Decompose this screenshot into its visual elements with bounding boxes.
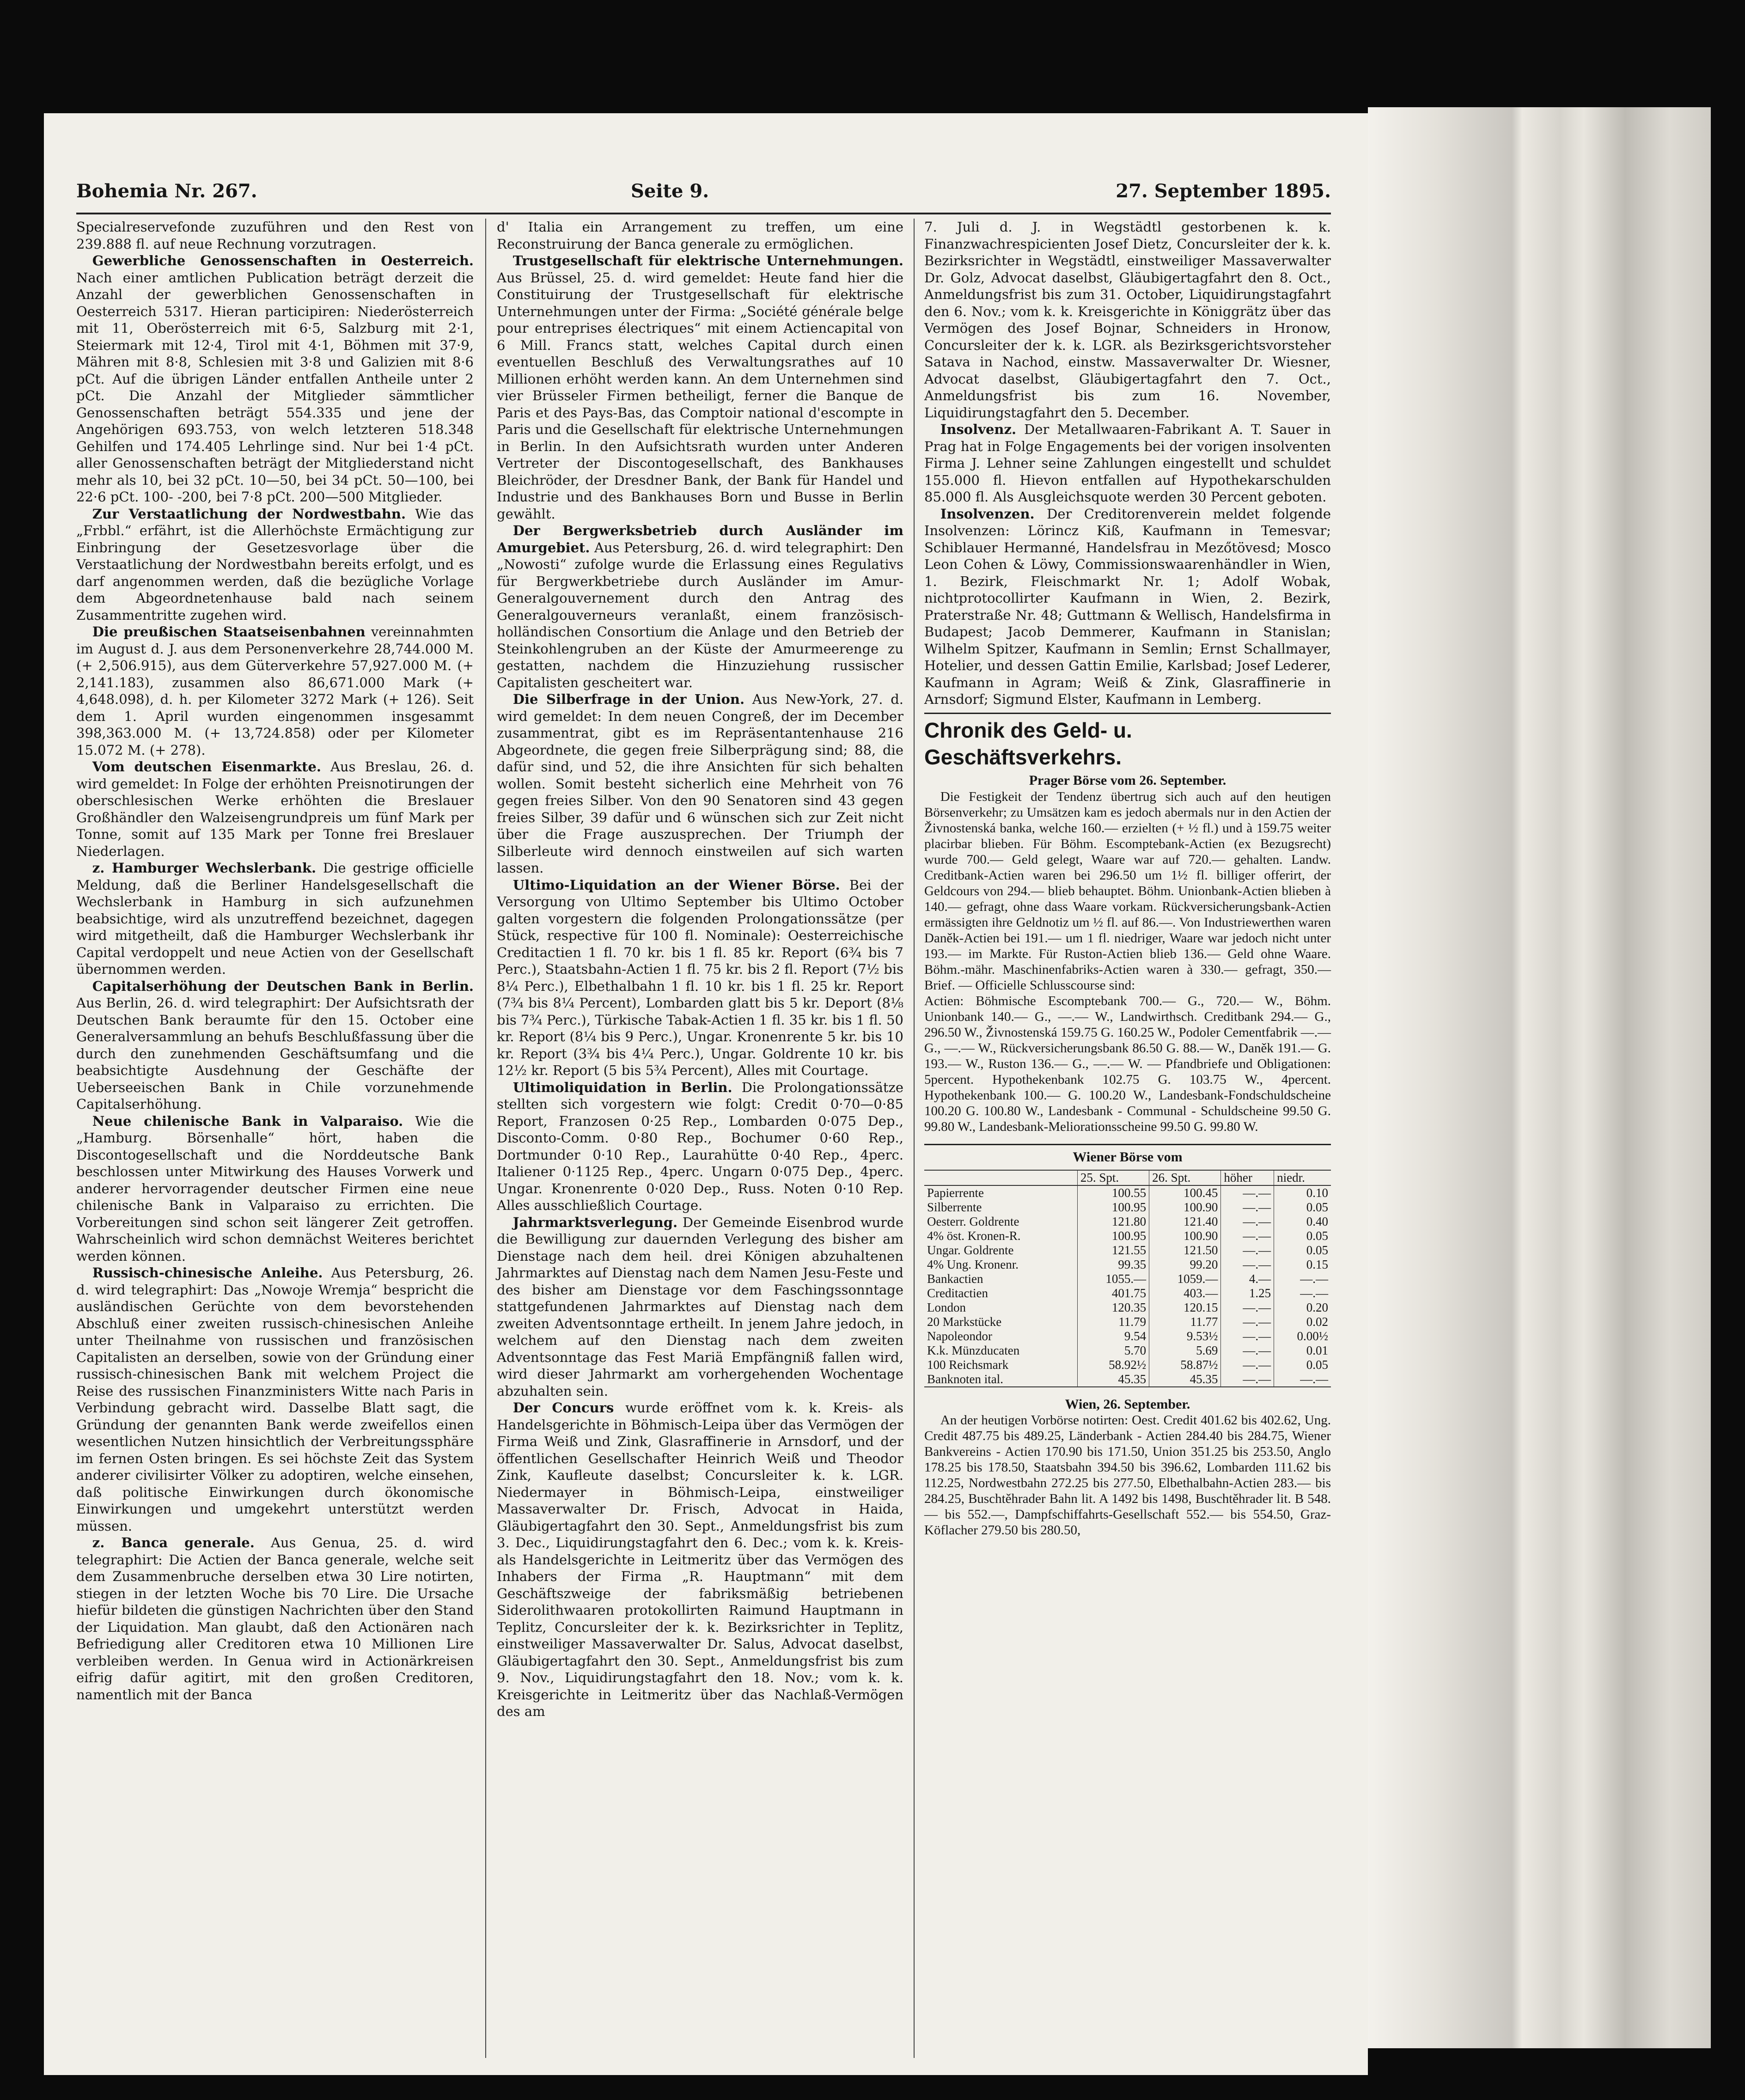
table-row xyxy=(924,1215,1331,1229)
chronik-title: Chronik des Geld- u. Geschäftsverkehrs. xyxy=(924,713,1331,770)
article-text: wurde eröffnet vom k. k. Kreis- als Handelsgerichte in Böhmisch-Leipa über das Vermögen der Firma Weiß und Zink, Glasraffinerie in Arnsdorf, und der öffentlichen Gesellschafter Heinrich Weiß und Theodor Zink, Kaufleute daselbst; Concursleiter k. k. LGR. Niedermayer in Böhmisch-Leipa, einstweiliger Massaverwalter Dr. Frisch, Advocat in Haida, Gläubigertagfahrt den 30. Sept., Anmeldungsfrist bis zum 3. Dec., Liquidirungstagfahrt den 6. Dec.; vom k. k. Kreis- als Handelsgerichte in Leitmeritz über das Vermögen des Inhabers der Firma „R. Hauptmann“ mit dem Geschäftszweige der fabriksmäßig betriebenen Siderolithwaaren protokollirten Raimund Hauptmann in Teplitz, Concursleiter der k. k. Bezirksrichter in Teplitz, einstweiliger Massaverwalter Dr. Salus, Advocat daselbst, Gläubigertagfahrt den 30. Sept., Anmeldungsfrist bis zum 9. Nov., Liquidirungstagfahrt den 18. Nov.; vom k. k. Kreisgerichte in Leitmeritz über das Nachlaß-Vermögen des am xyxy=(497,1400,904,1719)
table-cell: Napoleondor xyxy=(927,1329,992,1343)
book-page-edges xyxy=(1368,107,1711,2048)
table-cell: Creditactien xyxy=(927,1286,988,1300)
article-text: Aus New-York, 27. d. wird gemeldet: In dem neuen Congreß, der im December zusammentrat, gibt es im Repräsentantenhause 216 Abgeordnete, die gegen freie Silberprägung sind; 88, die dafür sind, und 52, die ihre Ansichten für sich behalten wollen. Somit besteht sicherlich eine Mehrheit von 76 gegen freies Silber. Von den 90 Senatoren sind 43 gegen freies Silber, 39 dafür und 6 wünschen sich zur Zeit nicht über die Frage auszusprechen. Der Triumph der Silberleute wird dennoch einstweilen auf sich warten lassen. xyxy=(497,691,904,876)
table-cell: —.— xyxy=(1274,1372,1331,1387)
table-cell: Papierrente xyxy=(927,1185,984,1200)
table-cell: 0.02 xyxy=(1274,1315,1331,1329)
table-row xyxy=(924,1300,1331,1315)
article-heading: Ultimoliquidation in Berlin. xyxy=(513,1079,732,1095)
column-3-articles xyxy=(924,219,1331,708)
article-heading: Die Silberfrage in der Union. xyxy=(513,691,745,707)
article xyxy=(924,421,1331,506)
article xyxy=(924,219,1331,421)
table-cell: 5.69 xyxy=(1149,1343,1221,1358)
article-heading: Zur Verstaatlichung der Nordwestbahn. xyxy=(92,506,406,522)
table-cell: 1.25 xyxy=(1221,1286,1274,1300)
article-heading: Russisch-chinesische Anleihe. xyxy=(92,1265,323,1281)
article-text: Wie die „Hamburg. Börsenhalle“ hört, haben die Discontogesellschaft und die Norddeutsche Bank beschlossen unter Mitwirkung des Hauses Vorwerk und anderer hervorragender deutscher Firmen eine neue chilenische Bank in Valparaiso zu errichten. Die Vorbereitungen sind schon seit längerer Zeit getroffen. Wahrscheinlich wird schon demnächst Weiteres berichtet werden können. xyxy=(76,1113,474,1264)
article xyxy=(497,252,903,522)
article xyxy=(497,1079,903,1214)
article-heading: Die preußischen Staatseisenbahnen xyxy=(92,624,366,640)
table-cell: —.— xyxy=(1221,1358,1274,1372)
article xyxy=(497,1214,903,1400)
table-cell: —.— xyxy=(1221,1343,1274,1358)
masthead: Bohemia Nr. 267. xyxy=(76,180,257,202)
article xyxy=(497,219,903,252)
table-cell: —.— xyxy=(1221,1300,1274,1315)
article xyxy=(497,1399,903,1720)
table-cell: 0.00½ xyxy=(1274,1329,1331,1343)
article xyxy=(76,219,474,252)
table-cell: 0.15 xyxy=(1274,1258,1331,1272)
table-cell: Banknoten ital. xyxy=(924,1372,1077,1387)
article xyxy=(497,877,903,1079)
table-row xyxy=(924,1358,1331,1372)
column-1 xyxy=(76,219,474,2067)
table-cell: 99.20 xyxy=(1149,1258,1221,1272)
wiener-boerse-table xyxy=(924,1170,1331,1387)
table-cell: —.— xyxy=(1221,1215,1274,1229)
table-cell: 100 Reichsmark xyxy=(927,1357,1009,1372)
issue-date: 27. September 1895. xyxy=(1116,180,1331,202)
article-text: vereinnahmten im August d. J. aus dem Personenverkehre 28,744.000 M. (+ 2,506.915), aus dem Güterverkehre 57,927.000 M. (+ 2,141.183), zusammen also 86,671.000 Mark (+ 4,648.098), d. h. per Kilometer 3272 Mark (+ 126). Seit dem 1. April wurden eingenommen insgesammt 398,363.000 M. (+ 13,724.858) oder per Kilometer 15.072 M. (+ 278). xyxy=(76,624,474,758)
table-cell: 5.70 xyxy=(1077,1343,1149,1358)
table-cell: Ungar. Goldrente xyxy=(927,1243,1014,1257)
table-cell: 45.35 xyxy=(1149,1372,1221,1387)
article xyxy=(76,860,474,978)
table-cell: Silberrente xyxy=(927,1200,982,1214)
article-heading: Trustgesellschaft für elektrische Unternehmungen. xyxy=(513,253,903,269)
article xyxy=(76,623,474,758)
article-text: Der Metallwaaren-Fabrikant A. T. Sauer in Prag hat in Folge Engagements bei der vorigen insolventen Firma J. Lehner seine Zahlungen eingestellt und schuldet 155.000 fl. Hievon entfallen auf Hypothekarschulden 85.000 fl. Als Ausgleichsquote werden 30 Percent geboten. xyxy=(924,421,1331,505)
article-heading: Ultimo-Liquidation an der Wiener Börse. xyxy=(513,877,840,893)
article-heading: Capitalserhöhung der Deutschen Bank in Berlin. xyxy=(92,978,474,994)
article-text: Aus Berlin, 26. d. wird telegraphirt: Der Aufsichtsrath der Deutschen Bank beraumte für den 15. October eine Generalversammlung an behufs Beschlußfassung über die durch den zunehmenden Geschäftsumfang und die beabsichtigte Ausdehnung der Geschäfte der Ueberseeischen Bank in Chile vorzunehmende Capitalserhöhung. xyxy=(76,995,474,1112)
table-cell: —.— xyxy=(1221,1243,1274,1258)
article xyxy=(76,978,474,1113)
article-text: Wie das „Frbbl.“ erfährt, ist die Allerhöchste Ermächtigung zur Einbringung der Gesetzesvorlage über die Verstaatlichung der Nordwestbahn bereits erfolgt, und es darf angenommen werden, daß die bezügliche Vorlage dem Abgeordnetenhause bald nach seinem Zusammentritte zugehen wird. xyxy=(76,506,474,623)
table-cell: 121.55 xyxy=(1077,1243,1149,1258)
article-heading: z. Banca generale. xyxy=(92,1535,255,1551)
column-3 xyxy=(924,219,1331,2067)
table-row xyxy=(924,1372,1331,1387)
table-cell: Oesterr. Goldrente xyxy=(927,1214,1019,1228)
article-text: Der Creditorenverein meldet folgende Insolvenzen: Lörincz Kiß, Kaufmann in Temesvar; Schiblauer Hermanné, Handelsfrau in Mezőtövesd; Mosco Leon Cohen & Löwy, Commissionswaarenhändler in Wien, 1. Bezirk, Fleischmarkt Nr. 1; Adolf Wobak, nichtprotocollirter Kaufmann in Wien, 2. Bezirk, Praterstraße Nr. 48; Guttmann & Wellisch, Handelsfirma in Budapest; Jacob Demmerer, Kaufmann in Stanislan; Wilhelm Spitzer, Kaufmann in Semlin; Ernst Schallmayer, Hotelier, und dessen Gattin Emilie, Karlsbad; Josef Lederer, Kaufmann in Agram; Weiß & Zink, Glasraffinerie in Arnsdorf; Sigmund Elster, Kaufmann in Lemberg. xyxy=(924,506,1331,707)
table-row xyxy=(924,1229,1331,1243)
article xyxy=(76,1534,474,1703)
table-cell: —.— xyxy=(1221,1372,1274,1387)
table-cell: 403.— xyxy=(1149,1286,1221,1300)
table-header: 25. Spt. xyxy=(1077,1170,1149,1185)
table-header xyxy=(924,1170,1077,1185)
article-text: Nach einer amtlichen Publication beträgt derzeit die Anzahl der gewerblichen Genossenschaften in Oesterreich 5317. Hieran participiren: Niederösterreich mit 11, Oberösterreich mit 6·5, Salzburg mit 2·1, Steiermark mit 12·4, Tirol mit 4·1, Böhmen mit 37·9, Mähren mit 8·8, Schlesien mit 3·8 und Galizien mit 8·6 pCt. Auf die übrigen Länder entfallen Antheile unter 2 pCt. Die Anzahl der Mitglieder sämmtlicher Genossenschaften beträgt 554.335 und jene der Angehörigen 693.753, von welch letzteren 518.348 Gehilfen und 174.405 Lehrlinge sind. Nur bei 1·4 pCt. aller Genossenschaften beträgt der Mitgliederstand nicht mehr als 10, bei 32 pCt. 10—50, bei 34 pCt. 50—100, bei 22·6 pCt. 100- -200, bei 7·8 pCt. 200—500 Mitglieder. xyxy=(76,269,474,505)
table-cell: 120.35 xyxy=(1077,1300,1149,1315)
table-cell: 4.— xyxy=(1221,1272,1274,1286)
table-cell: —.— xyxy=(1221,1315,1274,1329)
header-rule xyxy=(76,213,1331,214)
wiener-boerse-title: Wiener Börse vom xyxy=(924,1144,1331,1166)
article-heading: Neue chilenische Bank in Valparaiso. xyxy=(92,1113,403,1129)
table-cell: 0.05 xyxy=(1274,1358,1331,1372)
article-text: 7. Juli d. J. in Wegstädtl gestorbenen k. k. Finanzwachrespicienten Josef Dietz, Concursleiter der k. k. Bezirksrichter in Wegstädtl, einstweiliger Massaverwalter Dr. Golz, Advocat daselbst, Gläubigertagfahrt den 8. Oct., Anmeldungsfrist bis zum 31. October, Liquidirungstagfahrt den 6. Nov.; vom k. k. Kreisgerichte in Königgrätz über das Vermögen des Josef Bojnar, Schneiders in Hronow, Concursleiter der k. k. LGR. als Bezirksgerichtsvorsteher Satava in Nachod, einstw. Massaverwalter Dr. Wiesner, Advocat daselbst, Gläubigertagfahrt den 7. Oct., Anmeldungsfrist bis zum 16. November, Liquidirungstagfahrt den 5. December. xyxy=(924,219,1331,421)
wien-report xyxy=(924,1397,1331,1538)
table-cell: 99.35 xyxy=(1077,1258,1149,1272)
column-2 xyxy=(497,219,903,2067)
table-row xyxy=(924,1258,1331,1272)
article-text: d' Italia ein Arrangement zu treffen, um eine Reconstruirung der Banca generale zu ermöglichen. xyxy=(497,219,903,252)
table-cell: 100.90 xyxy=(1149,1229,1221,1243)
table-cell: 0.05 xyxy=(1274,1200,1331,1215)
table-cell: 4% Ung. Kronenr. xyxy=(927,1257,1019,1271)
table-cell: 4% öst. Kronen-R. xyxy=(927,1228,1021,1243)
article-text: Aus Breslau, 26. d. wird gemeldet: In Folge der erhöhten Preisnotirungen der oberschlesischen Werke erhöhten die Breslauer Großhändler den Walzeisengrundpreis um fünf Mark per Tonne, somit auf 135 Mark per Tonne frei Breslauer Niederlagen. xyxy=(76,759,474,859)
article-text: Aus Brüssel, 25. d. wird gemeldet: Heute fand hier die Constituirung der Trustgesellschaft für elektrische Unternehmungen unter der Firma: „Société générale belge pour entreprises électriques“ mit einem Actiencapital von 6 Mill. Francs statt, welches Capital durch einen eventuellen Beschluß des Verwaltungsrathes auf 10 Millionen erhöht werden kann. An dem Unternehmen sind vier Brüsseler Firmen betheiligt, ferner die Banque de Paris et des Pays-Bas, das Comptoir national d'escompte in Paris und die Gesellschaft für elektrische Unternehmungen in Berlin. In den Aufsichtsrath wurden unter Anderen Vertreter der Discontogesellschaft, des Bankhauses Bleichröder, der Dresdner Bank, der Bank für Handel und Industrie und des Bankhauses Born und Busse in Berlin gewählt. xyxy=(497,269,903,522)
wien-heading: Wien, 26. September. xyxy=(1065,1396,1190,1412)
article xyxy=(924,506,1331,708)
table-cell: 100.95 xyxy=(1077,1229,1149,1243)
article xyxy=(497,691,903,877)
table-row xyxy=(924,1185,1331,1200)
table-cell: London xyxy=(927,1300,966,1314)
table-cell: 0.01 xyxy=(1274,1343,1331,1358)
article-heading: Insolvenzen. xyxy=(940,506,1035,522)
table-cell: 121.40 xyxy=(1149,1215,1221,1229)
table-cell: 100.90 xyxy=(1149,1200,1221,1215)
table-cell: 11.79 xyxy=(1077,1315,1149,1329)
prager-boerse-heading: Prager Börse vom 26. September. xyxy=(1029,772,1226,788)
article-text: Aus Genua, 25. d. wird telegraphirt: Die Actien der Banca generale, welche seit dem Zusammenbruche derselben etwa 30 Lire notirten, stiegen in der letzten Woche bis 70 Lire. Die Ursache hiefür bildeten die günstigen Nachrichten über den Stand der Liquidation. Man glaubt, daß den Actionären nach Befriedigung aller Creditoren etwa 10 Millionen Lire verbleiben werden. In Genua wird in Actionärkreisen eifrig dafür agitirt, mit den großen Creditoren, namentlich mit der Banca xyxy=(76,1535,474,1703)
article xyxy=(76,506,474,624)
article-heading: Jahrmarktsverlegung. xyxy=(513,1214,678,1230)
article-text: Specialreservefonde zuzuführen und den Rest von 239.888 fl. auf neue Rechnung vorzutragen. xyxy=(76,219,474,252)
article-heading: Vom deutschen Eisenmarkte. xyxy=(92,759,321,775)
table-cell: 1059.— xyxy=(1149,1272,1221,1286)
table-cell: 121.80 xyxy=(1077,1215,1149,1229)
table-row xyxy=(924,1272,1331,1286)
article xyxy=(76,1264,474,1534)
table-header: niedr. xyxy=(1274,1170,1331,1185)
article xyxy=(76,1113,474,1265)
table-header: 26. Spt. xyxy=(1149,1170,1221,1185)
page-header xyxy=(76,180,1331,208)
article-heading: z. Hamburger Wechslerbank. xyxy=(92,860,317,876)
table-cell: 0.05 xyxy=(1274,1229,1331,1243)
wien-text: An der heutigen Vorbörse notirten: Oest. Credit 401.62 bis 402.62, Ung. Credit 487.75 bis 489.25, Länderbank - Actien 284.40 bis 284.75, Wiener Bankvereins - Actien 170.90 bis 171.50, Union 351.25 bis 253.50, Anglo 178.25 bis 178.50, Staatsbahn 394.50 bis 396.62, Lombarden 111.62 bis 112.25, Nordwestbahn 272.25 bis 277.50, Elbethalbahn-Actien 283.— bis 284.25, Buschtěhrader Bahn lit. A 1492 bis 1498, Buschtěhrader lit. B 548.— bis 552.—, Dampfschiffahrts-Gesellschaft 552.— bis 554.50, Graz-Köflacher 279.50 bis 280.50, xyxy=(924,1412,1331,1538)
table-row xyxy=(924,1243,1331,1258)
table-cell: —.— xyxy=(1221,1229,1274,1243)
article-heading: Insolvenz. xyxy=(940,421,1017,437)
table-cell: 401.75 xyxy=(1077,1286,1149,1300)
table-header: höher xyxy=(1221,1170,1274,1185)
table-cell: 0.10 xyxy=(1274,1185,1331,1200)
table-cell: 45.35 xyxy=(1077,1372,1149,1387)
article-text: Aus Petersburg, 26. d. wird telegraphirt: Den „Nowosti“ zufolge wurde die Erlassung eines Regulativs für Bergwerkbetriebe durch Ausländer im Amur-Generalgouvernement durch den Antrag des Generalgouverneurs veranlaßt, einem französisch-holländischen Consortium die Anlage und den Betrieb der Steinkohlengruben an der Küste der Amurmeerenge zu gestatten, nachdem die Hinzuziehung russischer Capitalisten gescheitert war. xyxy=(497,539,904,690)
table-cell: —.— xyxy=(1221,1258,1274,1272)
table-cell: 0.40 xyxy=(1274,1215,1331,1229)
table-cell: 58.87½ xyxy=(1149,1358,1221,1372)
table-cell: 1055.— xyxy=(1077,1272,1149,1286)
column-divider xyxy=(485,219,486,2058)
table-cell: 58.92½ xyxy=(1077,1358,1149,1372)
table-cell: —.— xyxy=(1274,1286,1331,1300)
newspaper-page xyxy=(44,113,1368,2075)
table-cell: 20 Markstücke xyxy=(927,1314,1002,1329)
table-cell: —.— xyxy=(1274,1272,1331,1286)
table-cell: —.— xyxy=(1221,1185,1274,1200)
table-cell: 120.15 xyxy=(1149,1300,1221,1315)
table-cell: —.— xyxy=(1221,1200,1274,1215)
table-row xyxy=(924,1200,1331,1215)
prager-boerse-quotes: Actien: Böhmische Escomptebank 700.— G., 720.— W., Böhm. Unionbank 140.— G., —.— W., Landwirthsch. Creditbank 294.— G., 296.50 W., Živnostenská 159.75 G. 160.25 W., Podoler Cementfabrik —.— G., —.— W., Rückversicherungsbank 86.50 G. 88.— W., Daněk 191.— G. 193.— W., Ruston 136.— G., —.— W. — Pfandbriefe und Obligationen: 5percent. Hypothekenbank 102.75 G. 103.75 W., 4percent. Hypothekenbank 100.— G. 100.20 W., Landesbank-Fondschuldscheine 100.20 G. 100.80 W., Landesbank - Communal - Schuldscheine 99.50 G. 99.80 W., Landesbank-Meliorationsscheine 99.50 G. 99.80 W. xyxy=(924,994,1331,1134)
table-cell: Bankactien xyxy=(927,1271,983,1286)
table-cell: 0.20 xyxy=(1274,1300,1331,1315)
table-cell: 0.05 xyxy=(1274,1243,1331,1258)
article-text: Bei der Versorgung von Ultimo September bis Ultimo October galten vorgestern die folgenden Prolongationssätze (per Stück, respective für 100 fl. Nominale): Oesterreichische Creditactien 1 fl. 70 kr. bis 1 fl. 85 kr. Report (6¾ bis 7 Perc.), Staatsbahn-Actien 1 fl. 75 kr. bis 2 fl. Report (7½ bis 8¼ Perc.), Elbethalbahn 1 fl. 10 kr. bis 1 fl. 25 kr. Report (7¾ bis 8¼ Percent), Lombarden glatt bis 5 kr. Deport (8⅛ bis 7¾ Perc.), Türkische Tabak-Actien 1 fl. 35 kr. bis 1 fl. 50 kr. Report (8¼ bis 9 Perc.), Ungar. Kronenrente 5 kr. bis 10 kr. Report (3¾ bis 4¼ Perc.), Ungar. Goldrente 10 kr. bis 12½ kr. Report (5 bis 5¾ Percent), Alles mit Courtage. xyxy=(497,877,904,1078)
table-cell: 9.54 xyxy=(1077,1329,1149,1343)
table-cell: 100.95 xyxy=(1077,1200,1149,1215)
table-cell: K.k. Münzducaten xyxy=(927,1343,1020,1357)
table-cell: 11.77 xyxy=(1149,1315,1221,1329)
table-cell: 121.50 xyxy=(1149,1243,1221,1258)
table-cell: 9.53½ xyxy=(1149,1329,1221,1343)
column-divider xyxy=(914,219,915,2058)
table-cell: —.— xyxy=(1221,1329,1274,1343)
table-cell: 100.45 xyxy=(1149,1185,1221,1200)
article-text: Aus Petersburg, 26. d. wird telegraphirt: Das „Nowoje Wremja“ bespricht die ausländischen Gerüchte von dem bevorstehenden Abschluß einer zweiten russisch-chinesischen Anleihe unter Theilnahme von russischen und französischen Capitalisten an derselben, sowie von der Gründung einer russisch-chinesischen Bank mit welchem Project die Reise des russischen Finanzministers Witte nach Paris in Verbindung gebracht wird. Dasselbe Blatt sagt, die Gründung der genannten Bank werde zweifellos einen wesentlichen Nutzen hinsichtlich der Verbreitungssphäre im fernen Osten bringen. Es sei höchste Zeit das System anderer civilisirter Völker zu adoptiren, welche einsehen, daß politische Einwirkungen durch ökonomische Einwirkungen und umgekehrt unterstützt werden müssen. xyxy=(76,1265,474,1534)
article-text: Der Gemeinde Eisenbrod wurde die Bewilligung zur dauernden Verlegung des bisher am Dienstage nach dem heil. drei Königen abzuhaltenen Jahrmarktes auf Dienstag nach dem Namen Jesu-Feste und des bisher am Dienstage vor dem Faschingssonntage stattgefundenen Jahrmarktes auf Dienstag nach dem zweiten Adventsonntage ertheilt. In jenem Jahre jedoch, in welchem auf den Dienstag nach dem zweiten Adventsonntage das Fest Mariä Empfängniß fallen wird, wird dieser Jahrmarkt am vorhergehenden Wochentage abzuhalten sein. xyxy=(497,1214,903,1399)
page-number: Seite 9. xyxy=(631,180,709,202)
article xyxy=(497,522,903,691)
table-row xyxy=(924,1286,1331,1300)
article-text: Die gestrige officielle Meldung, daß die Berliner Handelsgesellschaft die Wechslerbank in Hamburg in sich aufzunehmen beabsichtige, wird als unzutreffend bezeichnet, dagegen wird mitgetheilt, daß die Hamburger Wechslerbank ihr Capital verdoppelt und neue Actien von der Gesellschaft übernommen werden. xyxy=(76,860,474,977)
table-row xyxy=(924,1315,1331,1329)
article-heading: Der Bergwerksbetrieb durch Ausländer im Amurgebiet. xyxy=(497,523,903,556)
article-heading: Gewerbliche Genossenschaften in Oesterreich. xyxy=(92,253,474,269)
article-heading: Der Concurs xyxy=(513,1400,614,1416)
table-row xyxy=(924,1343,1331,1358)
table-cell: 100.55 xyxy=(1077,1185,1149,1200)
article-text: Die Prolongationssätze stellten sich vorgestern wie folgt: Credit 0·70—0·85 Report, Franzosen 0·25 Rep., Lombarden 0·075 Dep., Disconto-Comm. 0·80 Rep., Bochumer 0·60 Rep., Dortmunder 0·10 Rep., Laurahütte 0·40 Rep., 4perc. Italiener 0·1125 Rep., 4perc. Ungarn 0·075 Dep., 4perc. Ungar. Kronenrente 0·020 Dep., Russ. Noten 0·10 Rep. Alles ausschließlich Courtage. xyxy=(497,1079,903,1213)
article xyxy=(76,252,474,506)
article xyxy=(76,758,474,860)
table-row xyxy=(924,1329,1331,1343)
prager-boerse-text: Die Festigkeit der Tendenz übertrug sich auch auf den heutigen Börsenverkehr; zu Umsätzen kam es jedoch abermals nur in den Actien der Živnostenská banka, welche 160.— erzielten (+ ½ fl.) und à 159.75 weiter placirbar blieben. Für Böhm. Escomptebank-Actien (ex Bezugsrecht) wurde 700.— Geld gelegt, Waare war auf 720.— gehalten. Landw. Creditbank-Actien waren bei 296.50 um 1½ fl. billiger offerirt, der Geldcours von 294.— blieb behauptet. Böhm. Unionbank-Actien blieben à 140.— gefragt, ohne dass Waare vorkam. Rückversicherungsbank-Actien ermässigten ihre Geldnotiz um ½ fl. auf 86.—. Von Industriewerthen waren Daněk-Actien bei 191.— um 1 fl. niedriger, Waare war jedoch nicht unter 193.— im Markte. Für Ruston-Actien blieb 136.— Geld ohne Waare. Böhm.-mähr. Maschinenfabriks-Actien waren à 330.— gefragt, 350.— Brief. — Officielle Schlusscourse sind: xyxy=(924,789,1331,993)
